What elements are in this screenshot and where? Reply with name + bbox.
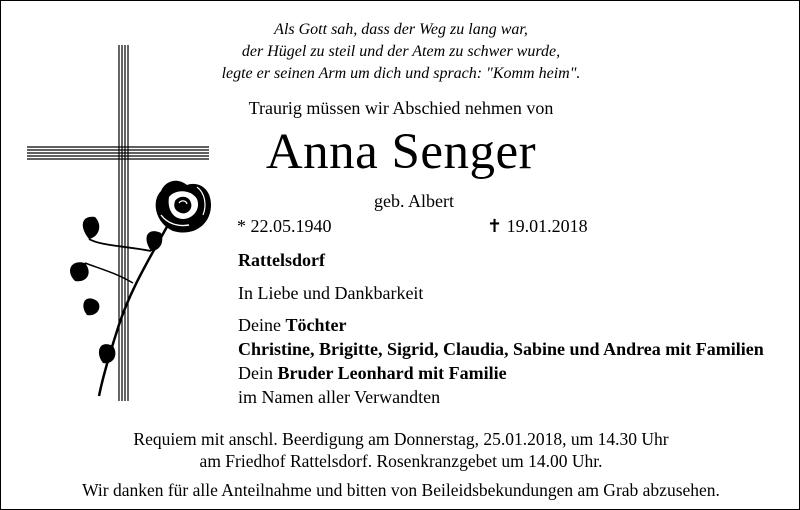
relatives-line: im Namen aller Verwandten [238, 387, 441, 407]
poem-line-2: der Hügel zu steil und der Atem zu schwer wurde, [241, 43, 561, 60]
deceased-name: Anna Senger [265, 124, 537, 180]
service-line-2: am Friedhof Rattelsdorf. Rosenkranzgebet um 14.00 Uhr. [199, 451, 603, 471]
daughters-names: Christine, Brigitte, Sigrid, Claudia, Sabine und Andrea mit Familien [238, 339, 764, 359]
daughters-prefix: Deine [238, 315, 286, 335]
farewell-intro: Traurig müssen wir Abschied nehmen von [248, 98, 554, 118]
gratitude-line: In Liebe und Dankbarkeit [238, 283, 424, 303]
daughters-line [238, 315, 346, 336]
birth-date: * 22.05.1940 [237, 216, 332, 236]
rose-icon [70, 181, 211, 396]
poem-line-3: legte er seinen Arm um dich und sprach: "Komm heim". [221, 65, 581, 82]
service-line-1: Requiem mit anschl. Beerdigung am Donnerstag, 25.01.2018, um 14.30 Uhr [133, 429, 669, 449]
daughters-label: Töchter [285, 315, 347, 335]
closing-note: Wir danken für alle Anteilnahme und bitten von Beileidsbekundungen am Grab abzusehen. [82, 480, 720, 500]
memorial-artwork [1, 1, 241, 421]
brother-prefix: Dein [238, 363, 278, 383]
place-of-residence: Rattelsdorf [238, 250, 325, 270]
death-date: ✝ 19.01.2018 [487, 216, 588, 236]
brother-label: Bruder Leonhard mit Familie [277, 363, 507, 383]
maiden-name: geb. Albert [374, 191, 454, 211]
brother-line [238, 363, 507, 384]
poem-line-1: Als Gott sah, dass der Weg zu lang war, [274, 21, 528, 38]
